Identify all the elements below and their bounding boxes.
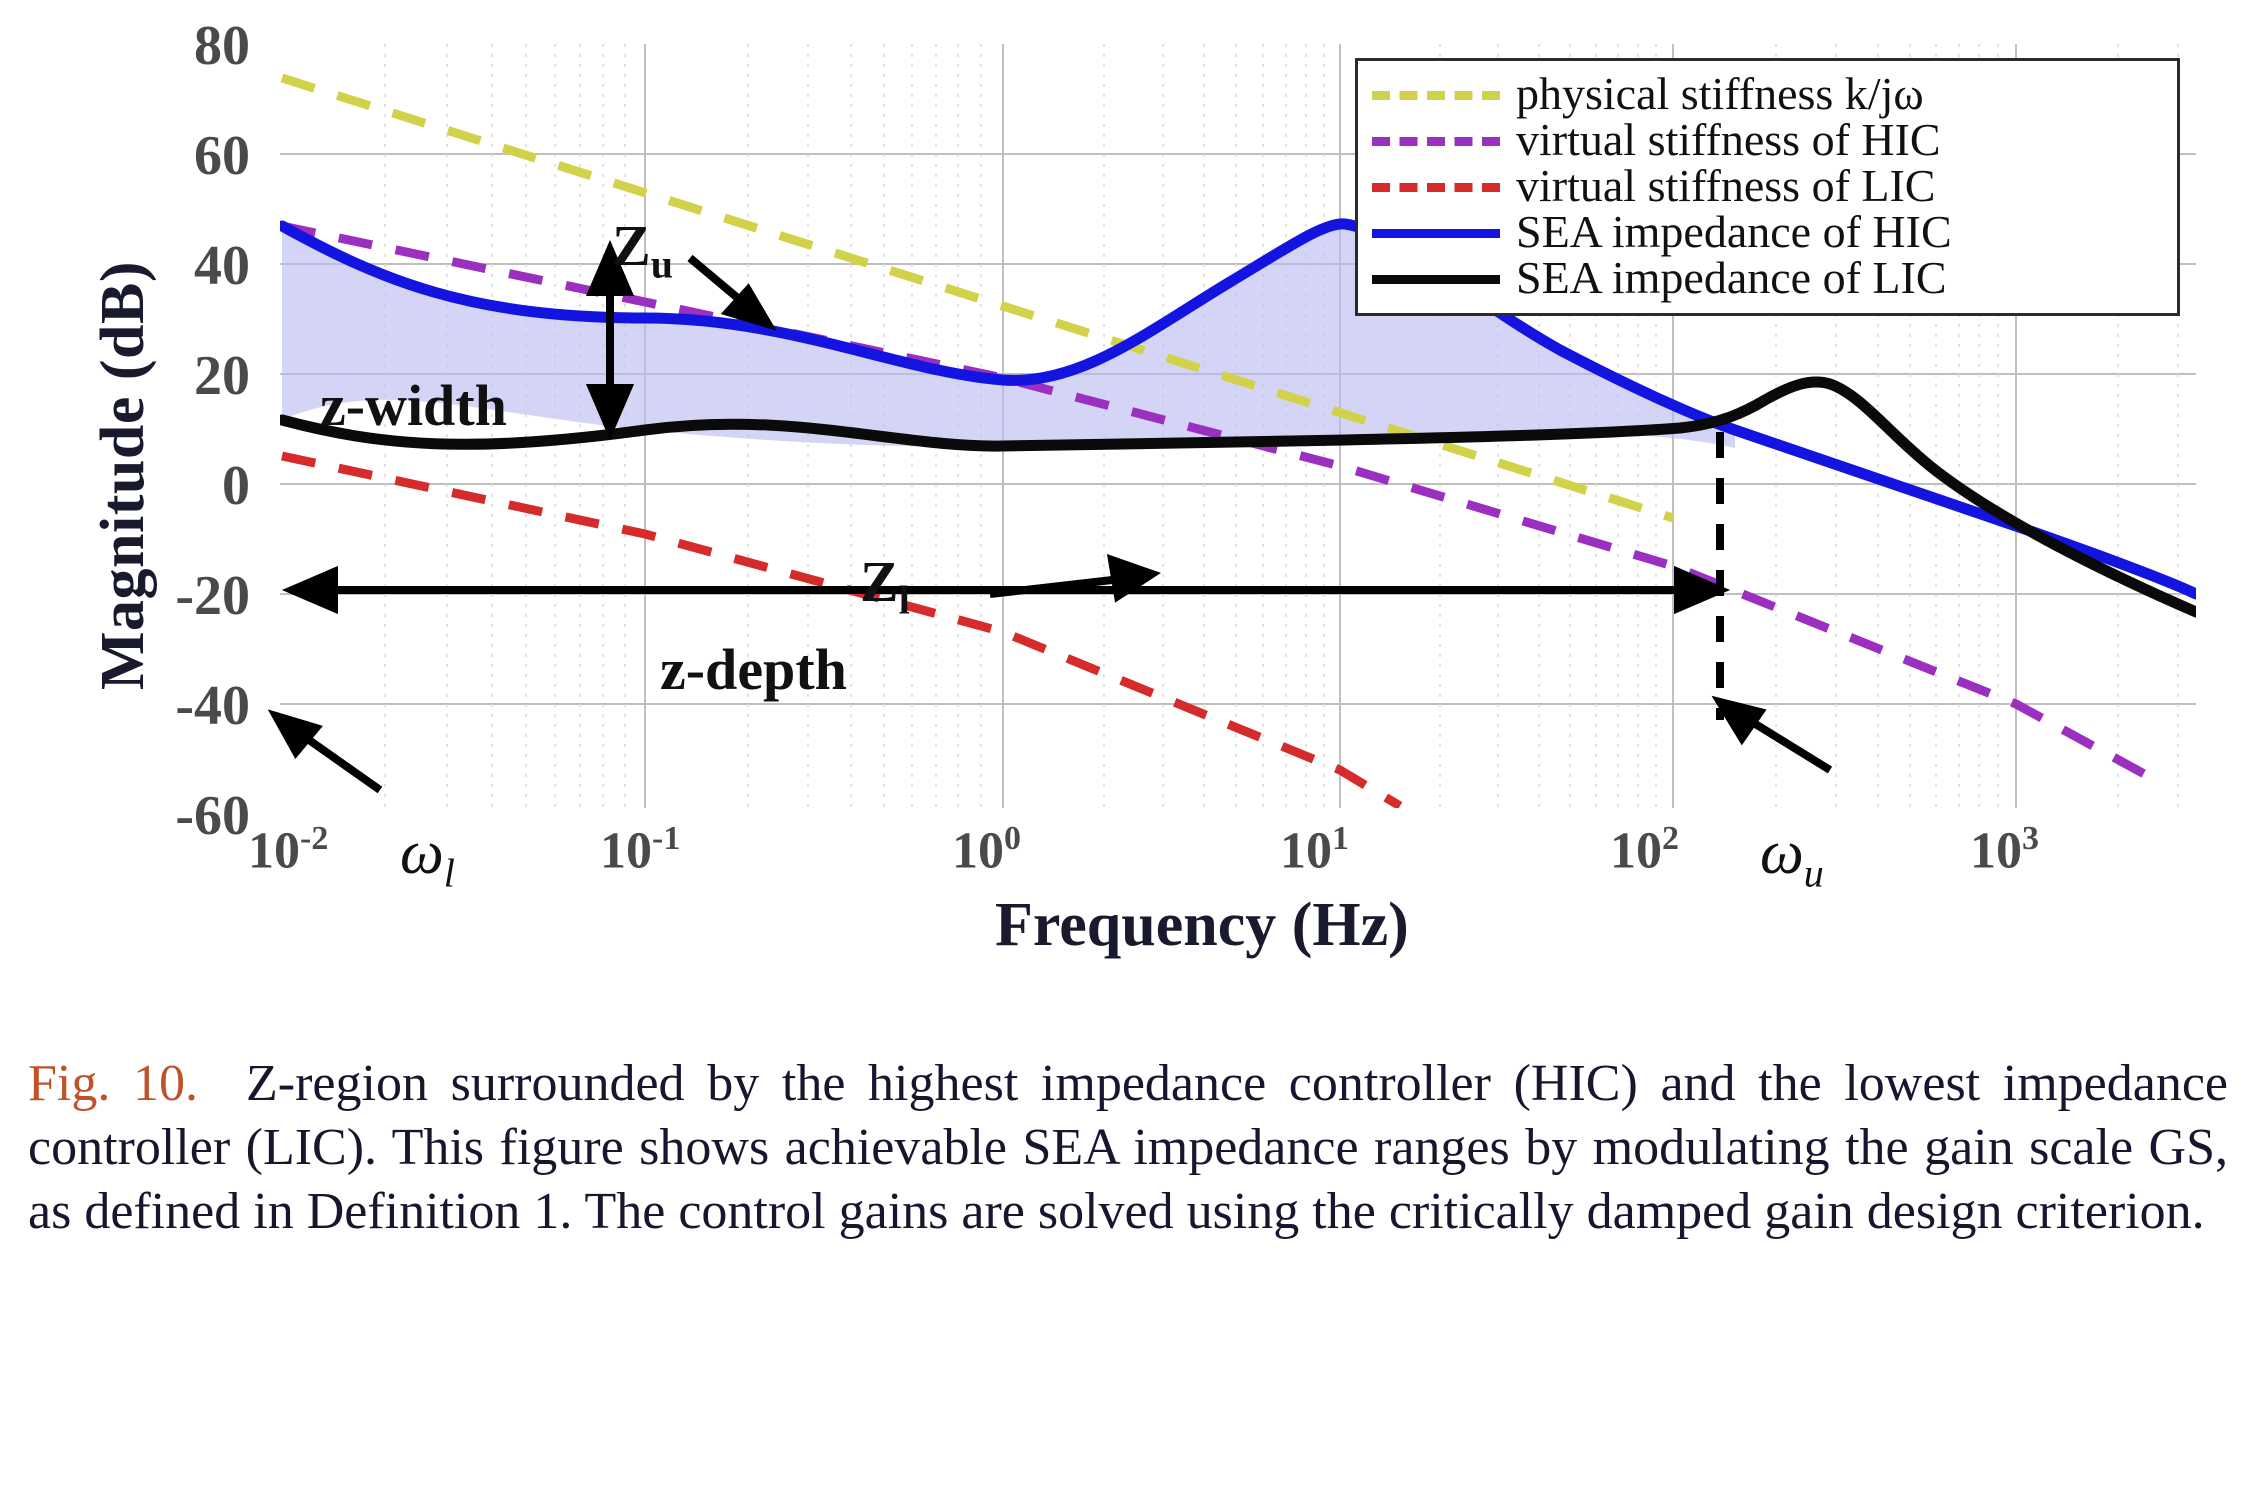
legend-label-sea-impedance-lic: SEA impedance of LIC <box>1516 252 1947 303</box>
x-tick-1e2: $10^2$ <box>1610 820 1679 880</box>
omega-lower-leader <box>276 716 380 790</box>
z-lower-label: $Z_l$ <box>860 549 910 623</box>
omega-upper-label: $\omega_u$ <box>1760 819 1824 896</box>
x-tick-1e-2: $10^{-2}$ <box>248 820 329 880</box>
series-virtual-stiffness-lic <box>282 456 1400 806</box>
y-axis-label: Magnitude (dB) <box>89 261 157 690</box>
legend-item-sea-impedance-hic <box>1372 206 2163 257</box>
z-depth-label: z-depth <box>660 637 847 702</box>
x-axis-label: Frequency (Hz) <box>995 891 1409 959</box>
x-tick-1e3: $10^3$ <box>1970 820 2039 880</box>
y-tick-neg60: -60 <box>175 785 250 847</box>
z-width-label: z-width <box>320 373 507 438</box>
omega-lower-label: $\omega_l$ <box>400 819 455 896</box>
legend-item-virtual-stiffness-hic <box>1372 114 2163 165</box>
legend-item-sea-impedance-lic <box>1372 252 2163 303</box>
x-tick-1e-1: $10^{-1}$ <box>600 820 681 880</box>
x-tick-1e0: $10^0$ <box>952 820 1021 880</box>
y-tick-neg20: -20 <box>175 565 250 627</box>
figure-caption <box>28 1052 2228 1244</box>
y-tick-80: 80 <box>194 15 250 77</box>
y-tick-60: 60 <box>194 125 250 187</box>
z-upper-label: $Z_u$ <box>612 213 673 287</box>
x-tick-1e1: $10^1$ <box>1280 820 1349 880</box>
y-tick-20: 20 <box>194 345 250 407</box>
legend-label-sea-impedance-hic: SEA impedance of HIC <box>1516 206 1952 257</box>
figure-caption-text: Z-region surrounded by the highest impedance controller (HIC) and the lowest impedance controller (LIC). This figure shows achievable SEA impedance ranges by modulating the gain scale GS, as defined in Definition 1. The control gains are solved using the critically damped gain design criterion. <box>28 1055 2228 1240</box>
y-tick-neg40: -40 <box>175 675 250 737</box>
y-tick-0: 0 <box>222 455 250 517</box>
legend-label-virtual-stiffness-lic: virtual stiffness of LIC <box>1516 160 1936 211</box>
omega-upper-leader <box>1720 702 1830 770</box>
legend-item-virtual-stiffness-lic <box>1372 160 2163 211</box>
figure-number: Fig. 10. <box>28 1055 199 1112</box>
chart-legend <box>1355 58 2180 316</box>
legend-item-physical-stiffness <box>1372 68 2163 119</box>
y-tick-40: 40 <box>194 235 250 297</box>
legend-label-virtual-stiffness-hic: virtual stiffness of HIC <box>1516 114 1941 165</box>
legend-label-physical-stiffness: physical stiffness k/jω <box>1516 68 1924 119</box>
